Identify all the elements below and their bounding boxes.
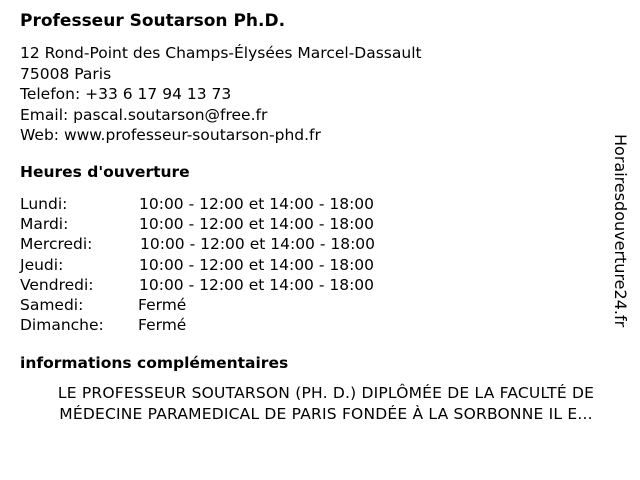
address-city: 75008 Paris (20, 64, 112, 83)
hours-row-monday (20, 194, 440, 214)
contact-block (20, 43, 422, 146)
time-value: 10:00 - 12:00 et 14:00 - 18:00 (139, 275, 375, 294)
time-value: Fermé (138, 295, 187, 314)
phone-line: Telefon: +33 6 17 94 13 73 (20, 85, 232, 103)
hours-row-friday (20, 275, 440, 295)
brand-watermark (612, 134, 630, 344)
hours-row-tuesday (20, 214, 440, 234)
day-label: Dimanche: (20, 316, 104, 335)
info-line: MÉDECINE PARAMEDICAL DE PARIS FONDÉE À LA SORBONNE IL E... (59, 404, 593, 423)
brand-text: Horairesdouverture24.fr (611, 134, 630, 328)
day-label: Mardi: (20, 215, 69, 234)
web-line: Web: www.professeur-soutarson-phd.fr (20, 126, 321, 144)
info-heading: informations complémentaires (20, 354, 289, 372)
info-description (20, 383, 632, 424)
hours-table (20, 194, 440, 335)
time-value: 10:00 - 12:00 et 14:00 - 18:00 (140, 235, 376, 254)
info-line: LE PROFESSEUR SOUTARSON (PH. D.) DIPLÔMÉE DE LA FACULTÉ DE (57, 384, 595, 402)
day-label: Jeudi: (20, 255, 64, 274)
time-value: 10:00 - 12:00 et 14:00 - 18:00 (139, 255, 375, 274)
hours-row-wednesday (20, 234, 440, 254)
day-label: Mercredi: (20, 235, 93, 254)
time-value: 10:00 - 12:00 et 14:00 - 18:00 (139, 215, 375, 234)
time-value: Fermé (138, 316, 187, 335)
hours-heading: Heures d'ouverture (20, 163, 190, 181)
day-label: Lundi: (20, 195, 68, 213)
business-name: Professeur Soutarson Ph.D. (20, 11, 286, 31)
hours-row-thursday (20, 255, 440, 275)
email-line: Email: pascal.soutarson@free.fr (20, 105, 268, 124)
day-label: Vendredi: (20, 275, 94, 294)
hours-row-sunday (20, 315, 440, 335)
day-label: Samedi: (20, 295, 84, 314)
time-value: 10:00 - 12:00 et 14:00 - 18:00 (139, 195, 375, 213)
hours-row-saturday (20, 295, 440, 315)
address-street: 12 Rond-Point des Champs-Élysées Marcel-Dassault (20, 44, 422, 62)
